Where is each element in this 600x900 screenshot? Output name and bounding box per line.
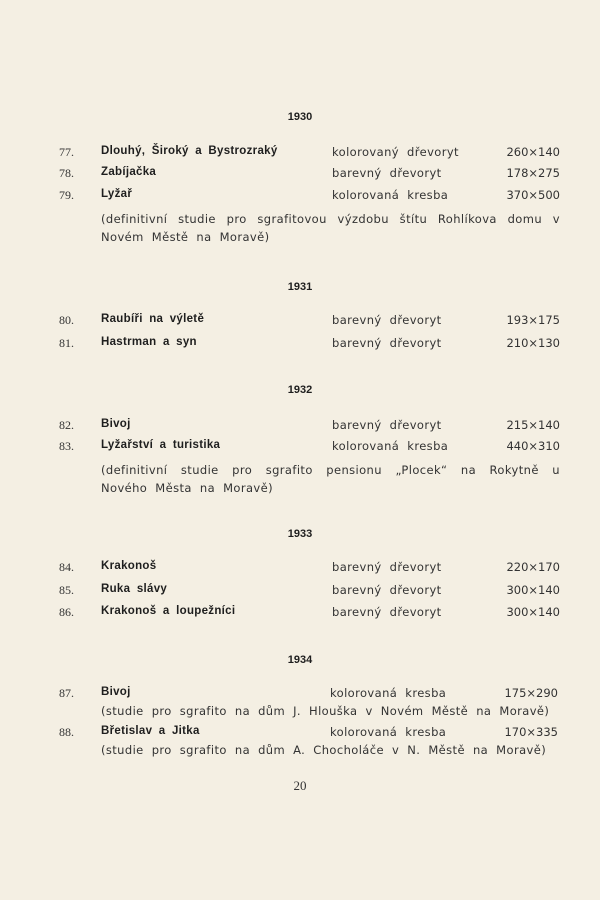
entry-title: Lyžař (101, 188, 133, 200)
entry-title: Krakonoš a loupežníci (101, 605, 236, 617)
entry-technique: barevný dřevoryt (332, 418, 442, 432)
year-heading: 1930 (287, 111, 313, 123)
entry-title: Raubíři na výletě (101, 313, 205, 325)
entry-technique: kolorovaná kresba (330, 686, 447, 700)
entry-number: 85. (59, 583, 74, 597)
entry-technique: barevný dřevoryt (332, 583, 442, 597)
entry-technique: kolorovaný dřevoryt (332, 145, 459, 159)
catalog-entry (0, 336, 600, 354)
entry-note: (studie pro sgrafito na dům A. Chocholáče v N. Městě na Moravě) (101, 743, 547, 757)
entry-number: 79. (59, 188, 74, 202)
page-number: 20 (293, 778, 307, 793)
entry-dimensions: 178×275 (506, 166, 560, 180)
entry-note: (definitivní studie pro sgrafito pensionu „Plocek“ na Rokytně u Nového Města na Moravě) (101, 463, 560, 495)
entry-dimensions: 210×130 (506, 336, 560, 350)
year-heading: 1932 (287, 384, 313, 396)
entry-technique: barevný dřevoryt (332, 166, 442, 180)
entry-number: 87. (59, 686, 74, 700)
entry-title: Bivoj (101, 686, 131, 698)
catalog-entry (0, 313, 600, 331)
entry-technique: kolorovaná kresba (330, 725, 447, 739)
catalog-entry (0, 605, 600, 623)
entry-title: Hastrman a syn (101, 336, 197, 348)
catalog-entry (0, 439, 600, 457)
catalog-entry (0, 418, 600, 436)
entry-dimensions: 215×140 (506, 418, 560, 432)
entry-number: 82. (59, 418, 74, 432)
entry-technique: barevný dřevoryt (332, 313, 442, 327)
entry-dimensions: 193×175 (506, 313, 560, 327)
entry-dimensions: 300×140 (506, 605, 560, 619)
entry-number: 84. (59, 560, 74, 574)
entry-title: Dlouhý, Široký a Bystrozraký (101, 145, 278, 157)
entry-title: Břetislav a Jitka (101, 725, 200, 737)
entry-title: Ruka slávy (101, 583, 168, 595)
entry-dimensions: 370×500 (506, 188, 560, 202)
entry-dimensions: 170×335 (504, 725, 558, 739)
entry-title: Zabíjačka (101, 166, 157, 178)
entry-title: Lyžařství a turistika (101, 439, 221, 451)
year-heading: 1934 (287, 654, 313, 666)
entry-number: 86. (59, 605, 74, 619)
entry-number: 80. (59, 313, 74, 327)
entry-dimensions: 220×170 (506, 560, 560, 574)
entry-technique: barevný dřevoryt (332, 560, 442, 574)
catalog-entry (0, 560, 600, 578)
entry-dimensions: 300×140 (506, 583, 560, 597)
entry-technique: barevný dřevoryt (332, 336, 442, 350)
entry-number: 78. (59, 166, 74, 180)
entry-note: (definitivní studie pro sgrafitovou výzdobu štítu Rohlíkova domu v Novém Městě na Moravě) (101, 212, 560, 244)
catalog-entry (0, 583, 600, 601)
entry-number: 88. (59, 725, 74, 739)
entry-number: 81. (59, 336, 74, 350)
entry-dimensions: 175×290 (504, 686, 558, 700)
entry-number: 83. (59, 439, 74, 453)
entry-technique: kolorovaná kresba (332, 439, 449, 453)
entry-dimensions: 440×310 (506, 439, 560, 453)
entry-note: (studie pro sgrafito na dům J. Hlouška v Novém Městě na Moravě) (101, 704, 550, 718)
catalog-entry (0, 166, 600, 184)
entry-technique: kolorovaná kresba (332, 188, 449, 202)
entry-title: Krakonoš (101, 560, 157, 572)
catalog-entry (0, 188, 600, 206)
entry-technique: barevný dřevoryt (332, 605, 442, 619)
entry-number: 77. (59, 145, 74, 159)
year-heading: 1931 (287, 281, 313, 293)
year-heading: 1933 (287, 528, 313, 540)
entry-dimensions: 260×140 (506, 145, 560, 159)
catalog-entry (0, 145, 600, 163)
entry-title: Bivoj (101, 418, 131, 430)
